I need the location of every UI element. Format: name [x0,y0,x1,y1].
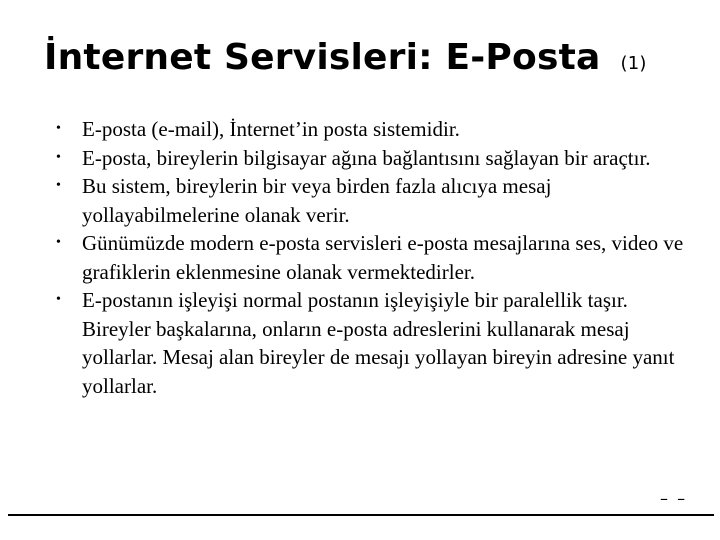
bullet-dot-icon: • [56,149,61,165]
footer-mark: – – [660,489,688,508]
bullet-item [50,115,700,144]
bullet-text: Bu sistem, bireylerin bir veya birden fazla alıcıya mesaj yollayabilmelerine olanak verir. [82,174,552,227]
bullet-item [50,286,700,400]
bullet-item [50,229,700,286]
bullet-dot-icon: • [56,292,61,307]
bullet-list [50,115,700,400]
bullet-text: E-postanın işleyişi normal postanın işleyişiyle bir paralellik taşır. Bireyler başkalarına, onların e-posta adreslerini kullanarak mesaj yollarlar. Mesaj alan bireyler de mesajı yollayan bireyin adresine yanıt yollarlar. [82,288,675,398]
bottom-divider [8,514,714,516]
bullet-dot-icon: • [56,121,61,136]
slide-title-suffix: (1) [620,53,647,74]
bullet-dot-icon: • [56,235,61,250]
slide-title-text: İnternet Servisleri: E-Posta [44,37,601,78]
bullet-text: E-posta (e-mail), İnternet’in posta sistemidir. [82,117,460,141]
bullet-item [50,172,700,229]
bullet-dot-icon: • [56,178,61,193]
bullet-text: Günümüzde modern e-posta servisleri e-posta mesajlarına ses, video ve grafiklerin eklenmesine olanak vermektedirler. [82,231,684,284]
slide-title [44,32,647,90]
bullet-item [50,144,700,173]
bullet-text: E-posta, bireylerin bilgisayar ağına bağlantısını sağlayan bir araçtır. [82,145,651,170]
